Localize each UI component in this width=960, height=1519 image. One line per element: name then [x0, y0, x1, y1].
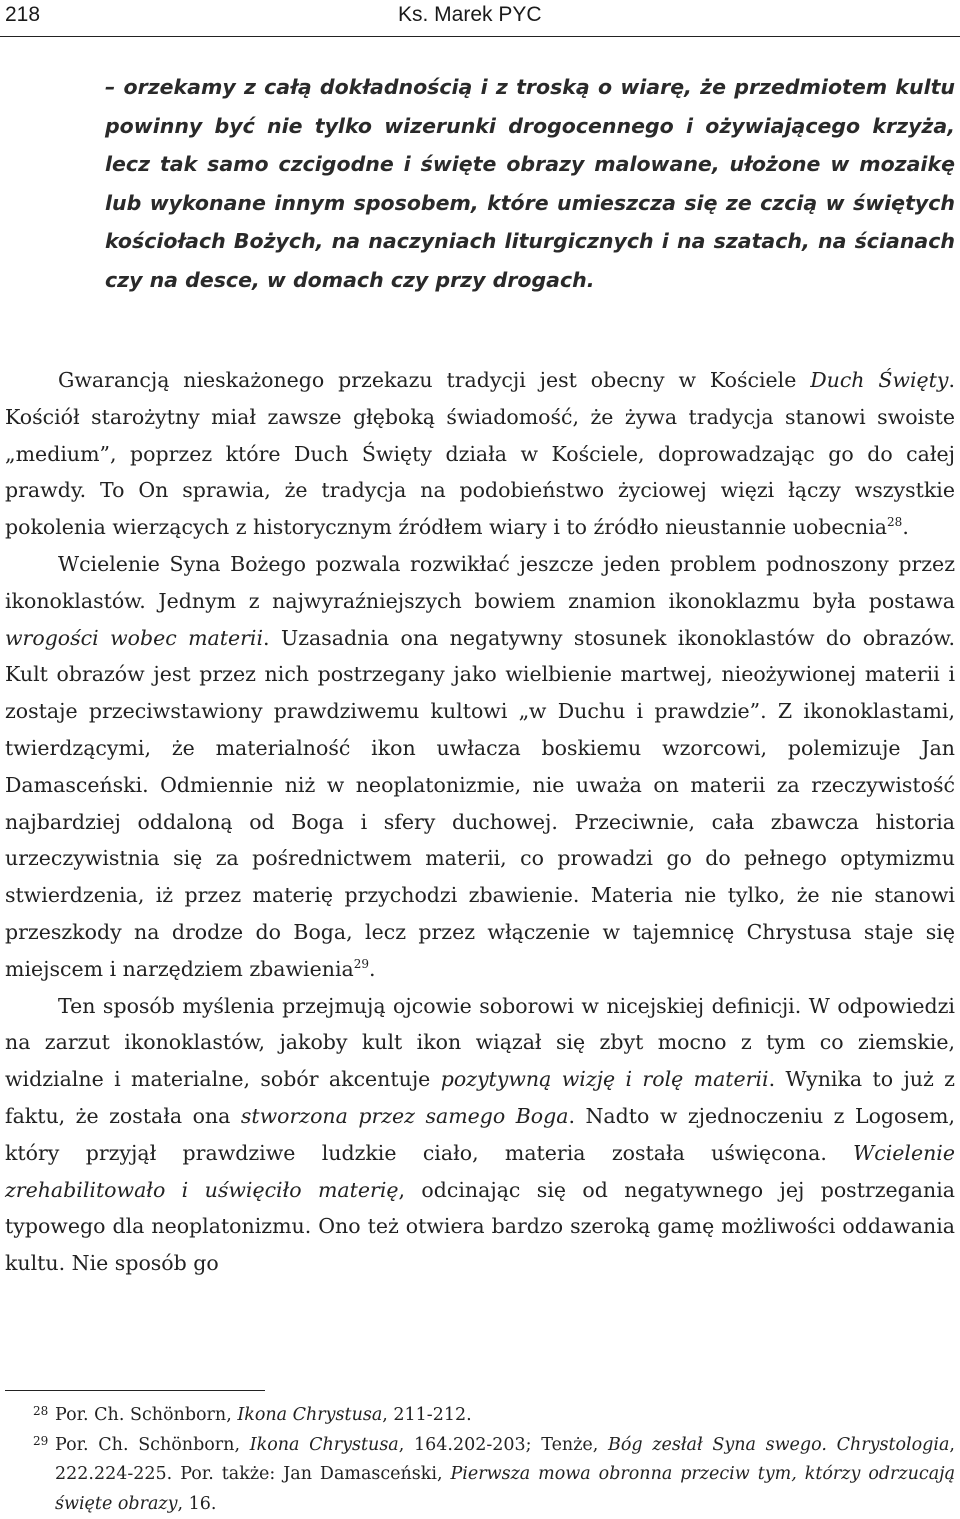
running-head [0, 0, 960, 32]
paragraph-3-text-c: . Wynika to już z faktu, że została ona [5, 1067, 955, 1128]
paragraph-1-text-a: Gwarancją nieskażonego przekazu tradycji jest obecny w Kościele [58, 368, 810, 392]
footnote-29-text-c: , 164.202-203; Tenże, [399, 1435, 608, 1455]
paragraph-2-text-c: . Uzasadnia ona negatywny stosunek ikonoklastów do obrazów. Kult obrazów jest przez nich postrzegany jako wielbienie martwej, nieożywionej materii i zostaje przeciwstawiony prawdziwemu kultowi „w Duchu i prawdzie”. Z ikonoklastami, twierdzącymi, że materialność ikon uwłacza boskiemu wzorcowi, polemizuje Jan Damasceński. Odmiennie niż w neoplatonizmie, nie uważa on materii za rzeczywistość najbardziej oddaloną od Boga i sfery duchowej. Przeciwnie, cała zbawcza historia urzeczywistnia się za pośrednictwem materii, co prowadzi go do pełnego optymizmu stwierdzenia, iż przez materię przychodzi zbawienie. Materia nie tylko, że nie stanowi przeszkody na drodze do Boga, lecz przez włączenie w tajemnicę Chrystusa staje się miejscem i narzędziem zbawienia [5, 626, 955, 981]
paragraph-3-text-a: Ten sposób myślenia przejmują ojcowie soborowi w nicejskiej definicji. W odpowiedzi na zarzut ikonoklastów, jakoby kult ikon wiązał się zbyt mocno z tym co ziemskie, widzialne i materialne, sobór akcentuje [5, 994, 955, 1092]
footnote-ref-29[interactable]: 29 [354, 957, 369, 971]
footnote-29-text-e: , 222.224-225. Por. także: Jan Damasceński, [55, 1435, 955, 1485]
paragraph-2 [5, 546, 955, 988]
footnote-28-title: Ikona Chrystusa [237, 1405, 382, 1425]
paragraph-3-text-g: , odcinając się od negatywnego jej postrzegania typowego dla neoplatonizmu. Ono też otwiera bardzo szeroką gamę możliwości oddawania kultu. Nie sposób go [5, 1178, 955, 1276]
footnote-29-text-g: , 16. [178, 1494, 217, 1514]
paragraph-1 [5, 362, 955, 546]
header-rule [0, 36, 960, 37]
footnote-29-title-3: Pierwsza mowa obronna przeciw tym, którzy odrzucają święte obrazy [55, 1464, 955, 1514]
paragraph-1-text-d: . [902, 515, 909, 539]
paragraph-3-italic-d: stworzona przez samego Boga [241, 1104, 569, 1128]
block-quote-text: – orzekamy z całą dokładnością i z troską o wiarę, że przedmiotem kultu powinny być nie tylko wizerunki drogocennego i ożywiającego krzyża, lecz tak samo czcigodne i święte obrazy malowane, ułożone w mozaikę lub wykonane innym sposobem, które umieszcza się ze czcią w świętych kościołach Bożych, na naczyniach liturgicznych i na szatach, na ścianach czy na desce, w domach czy przy drogach. [105, 75, 955, 292]
body-text [5, 362, 955, 1282]
paragraph-3 [5, 988, 955, 1282]
running-head-author: Ks. Marek PYC [398, 3, 542, 27]
page-number: 218 [5, 3, 40, 27]
paragraph-3-italic-b: pozytywną wizję i rolę materii [441, 1067, 769, 1091]
paragraph-1-italic: Duch Święty [810, 368, 948, 392]
footnote-ref-28[interactable]: 28 [887, 515, 902, 529]
paragraph-2-text-d: . [369, 957, 376, 981]
footnote-28-text-c: , 211-212. [382, 1405, 471, 1425]
footnote-29 [5, 1431, 955, 1519]
footnote-rule [5, 1390, 265, 1391]
block-quote [105, 68, 955, 299]
footnote-29-title-1: Ikona Chrystusa [250, 1435, 399, 1455]
paragraph-2-italic: wrogości wobec materii [5, 626, 263, 650]
footnote-number: 29 [33, 1427, 48, 1457]
footnote-29-text-a: Por. Ch. Schönborn, [55, 1435, 250, 1455]
footnote-28 [5, 1401, 955, 1431]
footnote-29-title-2: Bóg zesłał Syna swego. Chrystologia [608, 1435, 949, 1455]
paragraph-2-text-a: Wcielenie Syna Bożego pozwala rozwikłać jeszcze jeden problem podnoszony przez ikonoklastów. Jednym z najwyraźniejszych bowiem znamion ikonoklazmu była postawa [5, 552, 955, 613]
paragraph-3-italic-f: Wcielenie zrehabilitowało i uświęciło materię [5, 1141, 955, 1202]
paragraph-1-text-c: . Kościół starożytny miał zawsze głęboką świadomość, że żywa tradycja stanowi swoiste „medium”, poprzez które Duch Święty działa w Kościele, doprowadzając go do całej prawdy. To On sprawia, że tradycja na podobieństwo życiowej więzi łączy wszystkie pokolenia wierzących z historycznym źródłem wiary i to źródło nieustannie uobecnia [5, 368, 955, 539]
footnote-number: 28 [33, 1397, 48, 1427]
footnote-28-text-a: Por. Ch. Schönborn, [55, 1405, 237, 1425]
footnotes [5, 1401, 955, 1519]
paragraph-3-text-e: . Nadto w zjednoczeniu z Logosem, który przyjął prawdziwe ludzkie ciało, materia została uświęcona. [5, 1104, 955, 1165]
